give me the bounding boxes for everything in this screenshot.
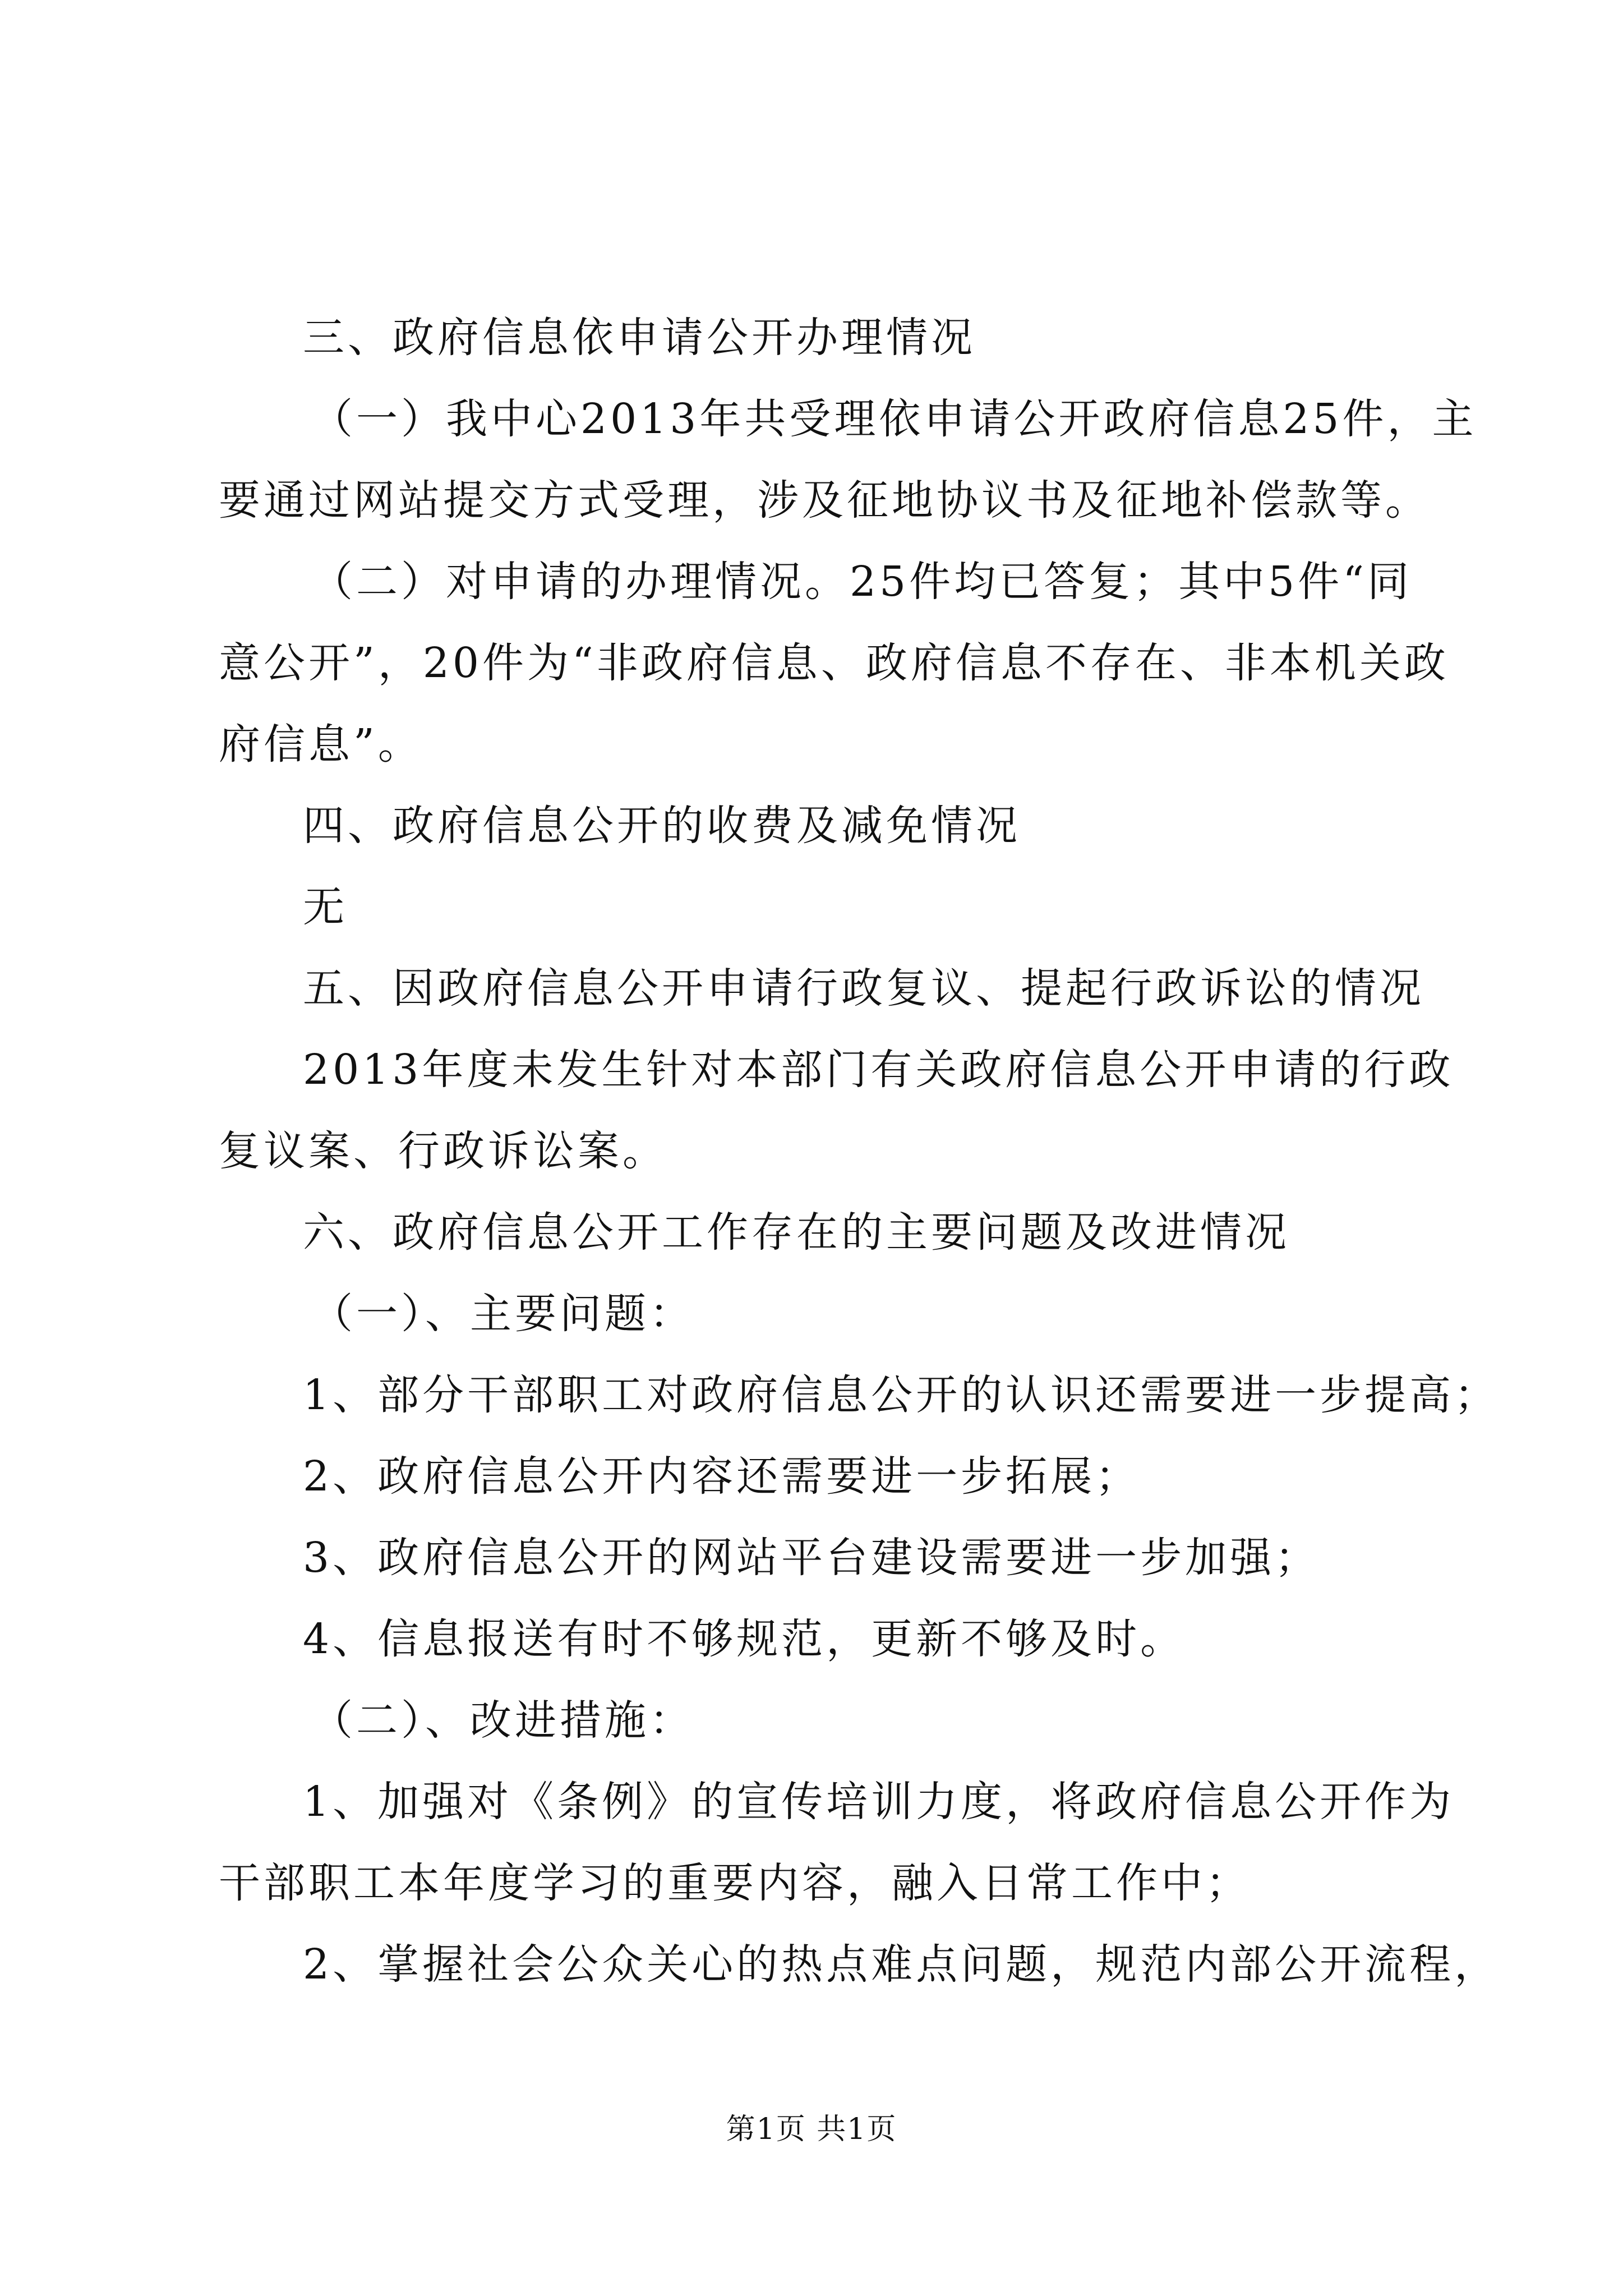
section-heading-4: 四、政府信息公开的收费及减免情况 <box>303 802 1021 850</box>
list-item: 1、加强对《条例》的宣传培训力度，将政府信息公开作为 <box>303 1778 1455 1826</box>
list-item: 2、掌握社会公众关心的热点难点问题，规范内部公开流程， <box>303 1940 1500 1989</box>
section-heading-3: 三、政府信息依申请公开办理情况 <box>303 314 976 362</box>
section-heading-6: 六、政府信息公开工作存在的主要问题及改进情况 <box>303 1208 1290 1257</box>
paragraph-line: （二）对申请的办理情况。25件均已答复；其中5件“同 <box>311 558 1413 606</box>
list-item: 3、政府信息公开的网站平台建设需要进一步加强； <box>303 1534 1320 1582</box>
paragraph-line: 2013年度未发生针对本部门有关政府信息公开申请的行政 <box>303 1046 1454 1094</box>
list-item: 1、部分干部职工对政府信息公开的认识还需要进一步提高； <box>303 1371 1500 1419</box>
paragraph-line: 无 <box>303 883 348 931</box>
section-heading-5: 五、因政府信息公开申请行政复议、提起行政诉讼的情况 <box>303 964 1424 1013</box>
paragraph-line: （一）我中心2013年共受理依申请公开政府信息25件，主 <box>311 395 1477 443</box>
paragraph-line: 府信息”。 <box>219 720 423 769</box>
list-item: 4、信息报送有时不够规范，更新不够及时。 <box>303 1615 1186 1663</box>
subheading-problems: （一）、主要问题： <box>311 1290 694 1338</box>
subheading-measures: （二）、改进措施： <box>311 1696 694 1745</box>
page-number-footer: 第1页 共1页 <box>726 2113 897 2146</box>
paragraph-line: 意公开”，20件为“非政府信息、政府信息不存在、非本机关政 <box>219 639 1449 687</box>
paragraph-line: 复议案、行政诉讼案。 <box>219 1127 667 1175</box>
paragraph-line: 要通过网站提交方式受理，涉及征地协议书及征地补偿款等。 <box>219 476 1430 524</box>
paragraph-line: 干部职工本年度学习的重要内容，融入日常工作中； <box>219 1859 1251 1907</box>
list-item: 2、政府信息公开内容还需要进一步拓展； <box>303 1452 1141 1501</box>
